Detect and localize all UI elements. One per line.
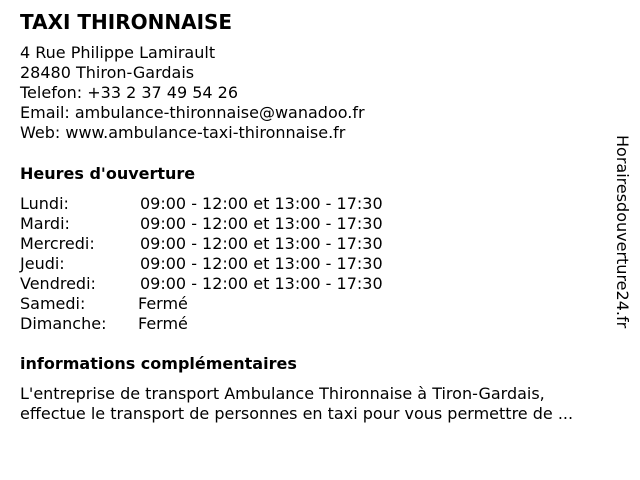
hours-value: Fermé (138, 314, 188, 333)
day-label: Samedi: (20, 294, 86, 313)
hours-row-thursday (20, 254, 383, 274)
day-label: Dimanche: (20, 314, 107, 333)
day-label: Jeudi: (20, 254, 65, 273)
hours-row-sunday (20, 314, 383, 334)
additional-info-heading: informations complémentaires (20, 354, 297, 373)
website-address: Web: www.ambulance-taxi-thironnaise.fr (20, 123, 346, 142)
site-watermark: Horairesdouverture24.fr (613, 135, 632, 329)
opening-hours-table (20, 194, 383, 334)
hours-value: 09:00 - 12:00 et 13:00 - 17:30 (140, 234, 383, 253)
hours-row-saturday (20, 294, 383, 314)
email-address: Email: ambulance-thironnaise@wanadoo.fr (20, 103, 365, 122)
street-address: 4 Rue Philippe Lamirault (20, 43, 216, 62)
hours-value: Fermé (138, 294, 188, 313)
business-description (20, 384, 625, 424)
city-postal-code: 28480 Thiron-Gardais (20, 63, 195, 82)
description-line: L'entreprise de transport Ambulance Thironnaise à Tiron-Gardais, (20, 384, 545, 403)
hours-value: 09:00 - 12:00 et 13:00 - 17:30 (140, 214, 383, 233)
day-label: Vendredi: (20, 274, 96, 293)
hours-value: 09:00 - 12:00 et 13:00 - 17:30 (140, 194, 383, 213)
hours-row-wednesday (20, 234, 383, 254)
hours-row-friday (20, 274, 383, 294)
hours-row-monday (20, 194, 383, 214)
hours-value: 09:00 - 12:00 et 13:00 - 17:30 (140, 254, 383, 273)
address-block (20, 43, 365, 143)
phone-number: Telefon: +33 2 37 49 54 26 (20, 83, 239, 102)
opening-hours-heading: Heures d'ouverture (20, 164, 196, 183)
day-label: Mardi: (20, 214, 70, 233)
day-label: Mercredi: (20, 234, 95, 253)
description-line: effectue le transport de personnes en taxi pour vous permettre de ... (20, 404, 574, 423)
hours-row-tuesday (20, 214, 383, 234)
day-label: Lundi: (20, 194, 69, 213)
business-title: TAXI THIRONNAISE (20, 10, 233, 34)
hours-value: 09:00 - 12:00 et 13:00 - 17:30 (140, 274, 383, 293)
